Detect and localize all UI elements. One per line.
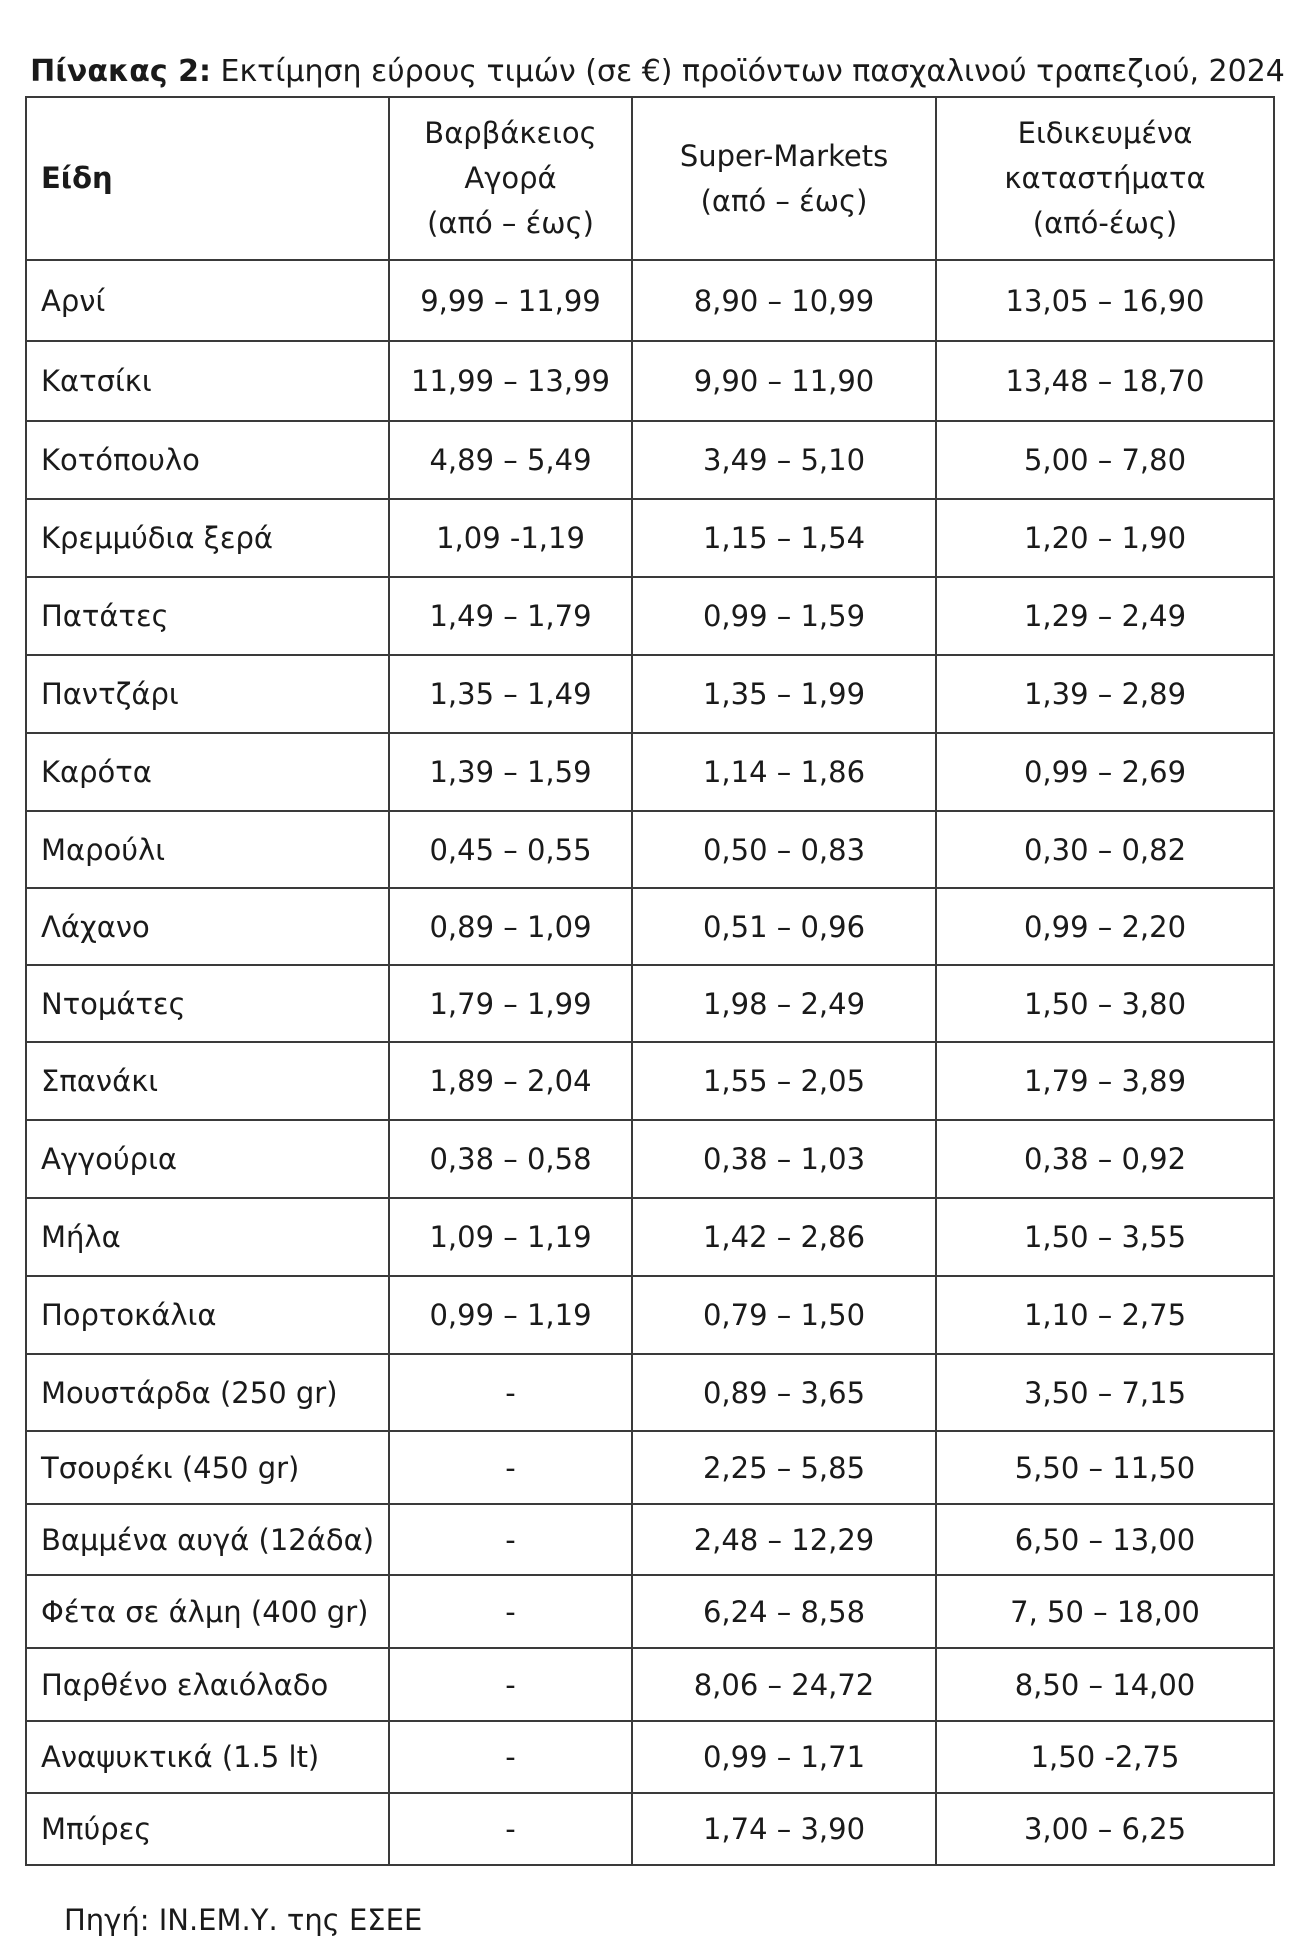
cell-varvakeios: - [389, 1575, 632, 1648]
cell-varvakeios: - [389, 1354, 632, 1431]
cell-specialized: 3,00 – 6,25 [936, 1793, 1274, 1865]
header-row [26, 97, 1274, 260]
header-item: Είδη [26, 97, 389, 260]
cell-varvakeios: 1,79 – 1,99 [389, 965, 632, 1042]
cell-varvakeios: - [389, 1721, 632, 1793]
header-varvakeios-line-1: Βαρβάκειος [424, 116, 597, 150]
cell-item: Φέτα σε άλμη (400 gr) [26, 1575, 389, 1648]
table-row [26, 341, 1274, 421]
cell-supermarkets: 0,38 – 1,03 [632, 1120, 936, 1198]
cell-supermarkets: 9,90 – 11,90 [632, 341, 936, 421]
cell-specialized: 1,29 – 2,49 [936, 577, 1274, 655]
cell-supermarkets: 0,99 – 1,71 [632, 1721, 936, 1793]
cell-item: Μπύρες [26, 1793, 389, 1865]
cell-specialized: 1,50 – 3,55 [936, 1198, 1274, 1276]
cell-item: Κατσίκι [26, 341, 389, 421]
cell-supermarkets: 0,50 – 0,83 [632, 811, 936, 888]
table-row [26, 1354, 1274, 1431]
cell-specialized: 13,48 – 18,70 [936, 341, 1274, 421]
cell-item: Κρεμμύδια ξερά [26, 499, 389, 577]
table-row [26, 811, 1274, 888]
cell-varvakeios: 1,09 – 1,19 [389, 1198, 632, 1276]
cell-supermarkets: 3,49 – 5,10 [632, 421, 936, 499]
table-row [26, 1575, 1274, 1648]
cell-item: Αγγούρια [26, 1120, 389, 1198]
table-row [26, 965, 1274, 1042]
header-supermarkets-line-1: Super-Markets [679, 138, 889, 173]
header-specialized-line-3: (από-έως) [1032, 206, 1178, 240]
cell-varvakeios: 0,99 – 1,19 [389, 1276, 632, 1354]
cell-specialized: 0,99 – 2,20 [936, 888, 1274, 965]
table-row [26, 733, 1274, 811]
cell-supermarkets: 0,79 – 1,50 [632, 1276, 936, 1354]
cell-specialized: 13,05 – 16,90 [936, 260, 1274, 341]
cell-item: Αναψυκτικά (1.5 lt) [26, 1721, 389, 1793]
cell-supermarkets: 0,89 – 3,65 [632, 1354, 936, 1431]
cell-item: Κοτόπουλο [26, 421, 389, 499]
cell-varvakeios: 4,89 – 5,49 [389, 421, 632, 499]
cell-specialized: 1,10 – 2,75 [936, 1276, 1274, 1354]
cell-supermarkets: 1,15 – 1,54 [632, 499, 936, 577]
cell-specialized: 5,50 – 11,50 [936, 1431, 1274, 1504]
header-varvakeios [389, 97, 632, 260]
price-table [25, 96, 1275, 1866]
cell-specialized: 1,50 – 3,80 [936, 965, 1274, 1042]
table-row [26, 1120, 1274, 1198]
cell-specialized: 5,00 – 7,80 [936, 421, 1274, 499]
cell-varvakeios: - [389, 1504, 632, 1575]
table-row [26, 260, 1274, 341]
cell-varvakeios: 0,89 – 1,09 [389, 888, 632, 965]
cell-supermarkets: 8,90 – 10,99 [632, 260, 936, 341]
table-row [26, 577, 1274, 655]
cell-item: Τσουρέκι (450 gr) [26, 1431, 389, 1504]
cell-item: Πορτοκάλια [26, 1276, 389, 1354]
header-varvakeios-line-3: (από – έως) [427, 206, 594, 240]
table-row [26, 499, 1274, 577]
cell-item: Πατάτες [26, 577, 389, 655]
cell-varvakeios: 0,38 – 0,58 [389, 1120, 632, 1198]
caption-label: Πίνακας 2: [30, 54, 211, 89]
cell-item: Σπανάκι [26, 1042, 389, 1120]
cell-specialized: 1,50 -2,75 [936, 1721, 1274, 1793]
table-row [26, 1648, 1274, 1721]
cell-item: Λάχανο [26, 888, 389, 965]
table-row [26, 1431, 1274, 1504]
cell-item: Μήλα [26, 1198, 389, 1276]
cell-item: Καρότα [26, 733, 389, 811]
cell-supermarkets: 1,98 – 2,49 [632, 965, 936, 1042]
cell-varvakeios: - [389, 1648, 632, 1721]
table-row [26, 1504, 1274, 1575]
cell-varvakeios: 1,89 – 2,04 [389, 1042, 632, 1120]
cell-item: Παντζάρι [26, 655, 389, 733]
cell-varvakeios: 9,99 – 11,99 [389, 260, 632, 341]
cell-supermarkets: 6,24 – 8,58 [632, 1575, 936, 1648]
cell-varvakeios: 1,09 -1,19 [389, 499, 632, 577]
cell-specialized: 1,20 – 1,90 [936, 499, 1274, 577]
cell-varvakeios: - [389, 1793, 632, 1865]
header-specialized-line-1: Ειδικευμένα [1017, 116, 1193, 150]
table-caption [0, 52, 1300, 92]
cell-specialized: 0,38 – 0,92 [936, 1120, 1274, 1198]
cell-varvakeios: - [389, 1431, 632, 1504]
table-row [26, 421, 1274, 499]
cell-item: Παρθένο ελαιόλαδο [26, 1648, 389, 1721]
cell-varvakeios: 1,39 – 1,59 [389, 733, 632, 811]
cell-supermarkets: 1,55 – 2,05 [632, 1042, 936, 1120]
cell-supermarkets: 1,14 – 1,86 [632, 733, 936, 811]
cell-supermarkets: 8,06 – 24,72 [632, 1648, 936, 1721]
cell-specialized: 1,79 – 3,89 [936, 1042, 1274, 1120]
source-note: Πηγή: ΙΝ.ΕΜ.Υ. της ΕΣΕΕ [64, 1903, 423, 1937]
cell-specialized: 7, 50 – 18,00 [936, 1575, 1274, 1648]
cell-varvakeios: 1,35 – 1,49 [389, 655, 632, 733]
cell-item: Αρνί [26, 260, 389, 341]
cell-supermarkets: 2,48 – 12,29 [632, 1504, 936, 1575]
cell-item: Μαρούλι [26, 811, 389, 888]
cell-specialized: 8,50 – 14,00 [936, 1648, 1274, 1721]
cell-supermarkets: 1,74 – 3,90 [632, 1793, 936, 1865]
table-body [26, 260, 1274, 1865]
cell-item: Ντομάτες [26, 965, 389, 1042]
header-supermarkets-line-2: (από – έως) [700, 183, 868, 218]
header-specialized [936, 97, 1274, 260]
cell-specialized: 6,50 – 13,00 [936, 1504, 1274, 1575]
header-supermarkets [632, 97, 936, 260]
cell-specialized: 3,50 – 7,15 [936, 1354, 1274, 1431]
cell-supermarkets: 0,51 – 0,96 [632, 888, 936, 965]
table-row [26, 655, 1274, 733]
table-row [26, 1042, 1274, 1120]
cell-supermarkets: 0,99 – 1,59 [632, 577, 936, 655]
cell-varvakeios: 0,45 – 0,55 [389, 811, 632, 888]
caption-text: Εκτίμηση εύρους τιμών (σε €) προϊόντων πασχαλινού τραπεζιού, 2024 [211, 54, 1285, 89]
cell-supermarkets: 1,35 – 1,99 [632, 655, 936, 733]
header-varvakeios-line-2: Αγορά [464, 161, 557, 195]
cell-specialized: 1,39 – 2,89 [936, 655, 1274, 733]
cell-specialized: 0,30 – 0,82 [936, 811, 1274, 888]
cell-supermarkets: 2,25 – 5,85 [632, 1431, 936, 1504]
table-row [26, 1276, 1274, 1354]
table-row [26, 1721, 1274, 1793]
cell-item: Βαμμένα αυγά (12άδα) [26, 1504, 389, 1575]
table-row [26, 1198, 1274, 1276]
cell-varvakeios: 11,99 – 13,99 [389, 341, 632, 421]
table-row [26, 1793, 1274, 1865]
cell-item: Μουστάρδα (250 gr) [26, 1354, 389, 1431]
cell-supermarkets: 1,42 – 2,86 [632, 1198, 936, 1276]
cell-varvakeios: 1,49 – 1,79 [389, 577, 632, 655]
cell-specialized: 0,99 – 2,69 [936, 733, 1274, 811]
header-specialized-line-2: καταστήματα [1004, 161, 1206, 195]
table-row [26, 888, 1274, 965]
